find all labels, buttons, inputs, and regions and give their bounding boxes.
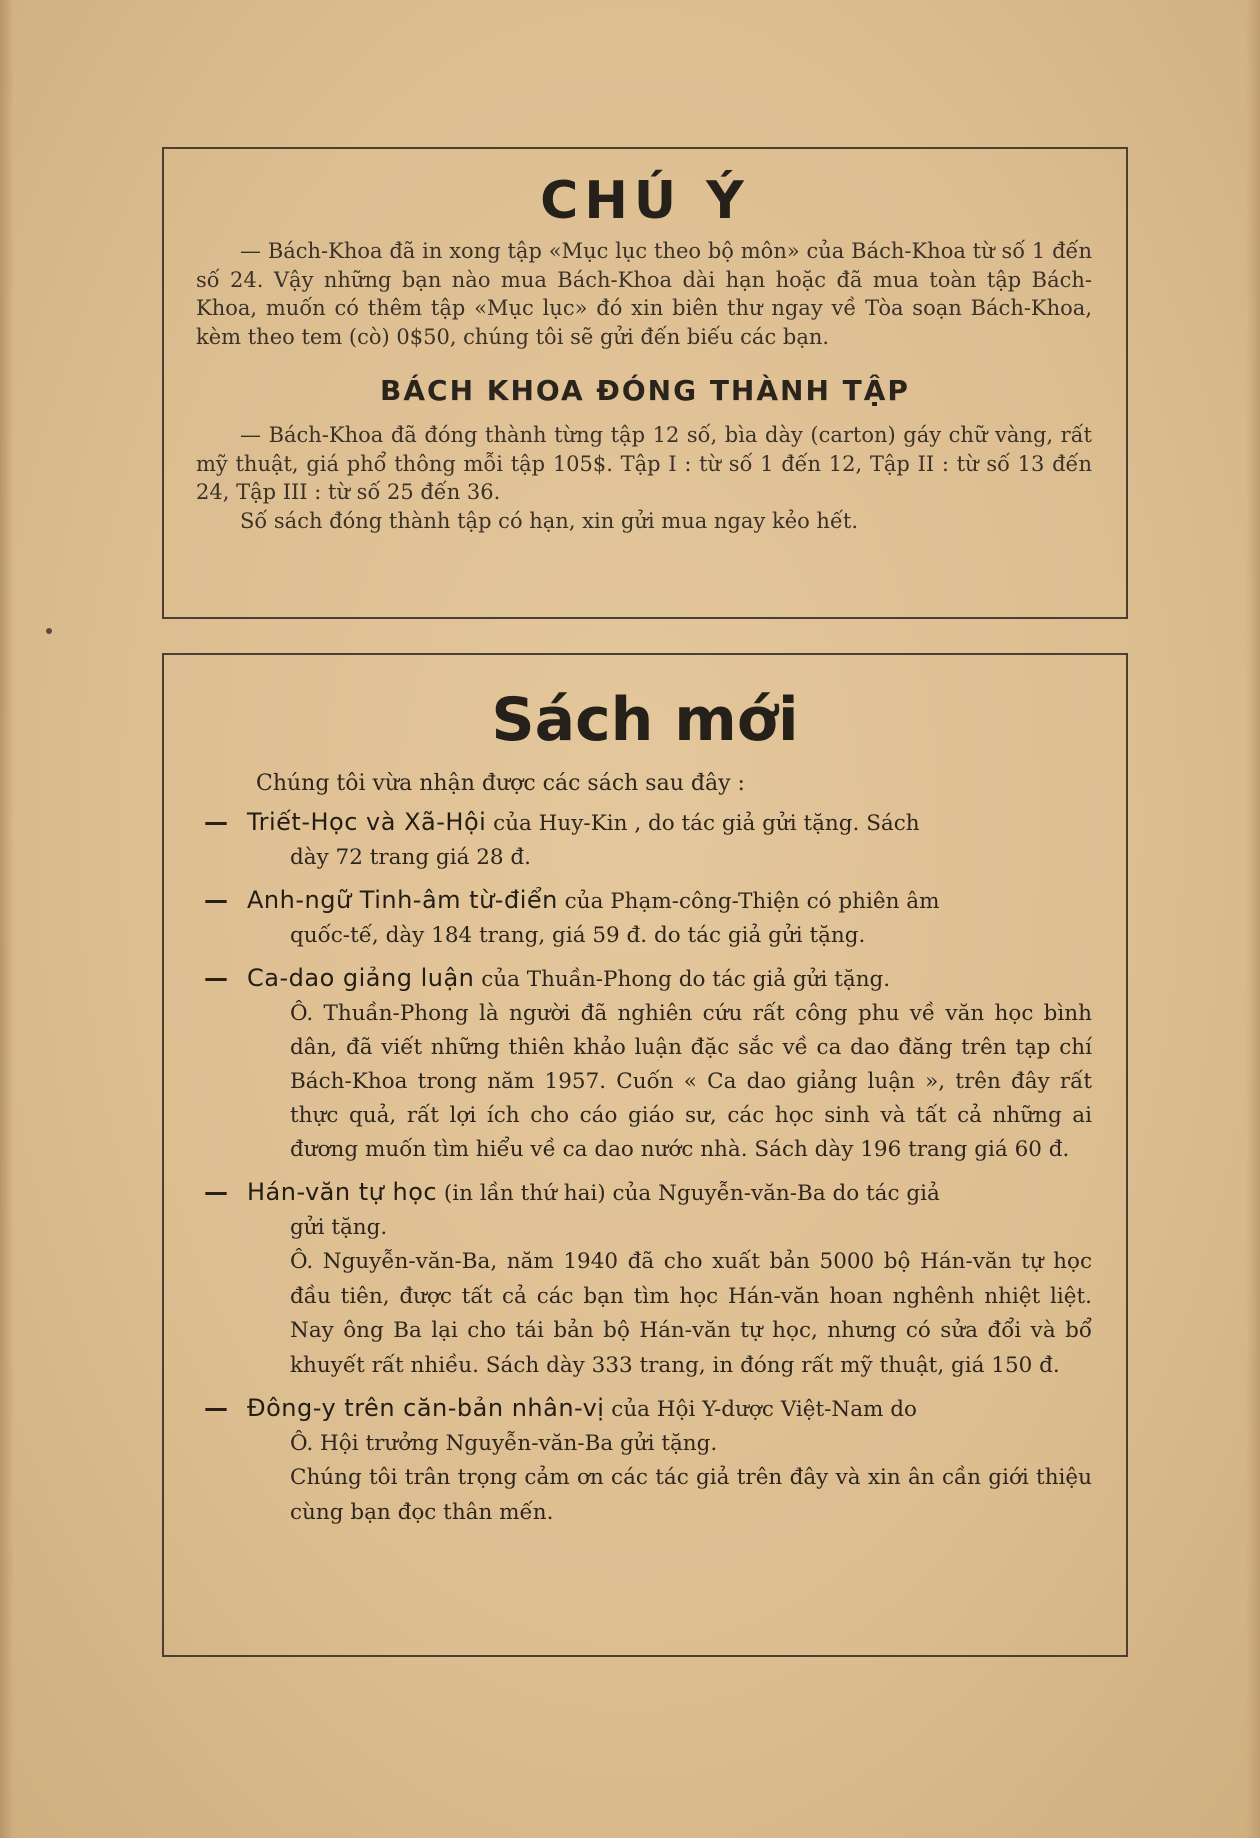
entry-dash: —	[204, 808, 228, 836]
notice-paragraph: — Bách-Khoa đã in xong tập «Mục lục theo bộ môn» của Bách-Khoa từ số 1 đến số 24. Vậy những bạn nào mua Bách-Khoa dài hạn hoặc đã mua toàn tập Bách-Khoa, muốn có thêm tập «Mục lục» đó xin biên thư ngay về Tòa soạn Bách-Khoa, kèm theo tem (cò) 0$50, chúng tôi sẽ gửi đến biếu các bạn.	[196, 239, 1092, 349]
new-books-title: Sách mới	[491, 685, 799, 755]
bound-volumes-paragraph: — Bách-Khoa đã đóng thành từng tập 12 số, bìa dày (carton) gáy chữ vàng, rất mỹ thuật, giá phổ thông mỗi tập 105$. Tập I : từ số 1 đến 12, Tập II : từ số 13 đến 24, Tập III : từ số 25 đến 36.	[196, 423, 1092, 504]
book-entry-continuation: dày 72 trang giá 28 đ.	[290, 845, 532, 870]
book-title: Anh-ngữ Tinh-âm từ-điển	[247, 886, 558, 914]
limited-stock-note: Số sách đóng thành tập có hạn, xin gửi mua ngay kẻo hết.	[240, 508, 858, 533]
book-entry	[204, 1391, 1092, 1530]
book-entry-head	[247, 883, 1092, 919]
notice-box	[162, 147, 1128, 619]
book-title: Triết-Học và Xã-Hội	[247, 808, 487, 836]
speck-mark	[46, 628, 52, 634]
book-entry	[204, 805, 1092, 875]
book-entry-continuation: gửi tặng.	[290, 1215, 388, 1240]
book-entry-head	[247, 805, 1092, 841]
book-entry-continuation: quốc-tế, dày 184 trang, giá 59 đ. do tác giả gửi tặng.	[290, 923, 866, 948]
entry-dash: —	[204, 886, 228, 914]
book-details: của Thuần-Phong do tác giả gửi tặng.	[474, 967, 891, 992]
book-entry	[204, 1175, 1092, 1383]
book-entry-head	[247, 1175, 1092, 1211]
new-books-intro: Chúng tôi vừa nhận được các sách sau đây :	[256, 771, 745, 796]
page-edge-right	[1246, 0, 1260, 1838]
book-title: Đông-y trên căn-bản nhân-vị	[247, 1394, 605, 1422]
book-details: của Hội Y-dược Việt-Nam do	[604, 1397, 917, 1422]
book-entry	[204, 961, 1092, 1167]
book-title: Hán-văn tự học	[247, 1178, 438, 1206]
book-entry-continuation: Ô. Hội trưởng Nguyễn-văn-Ba gửi tặng.	[290, 1431, 718, 1456]
entry-dash: —	[204, 1178, 228, 1206]
book-details: (in lần thứ hai) của Nguyễn-văn-Ba do tác giả	[437, 1181, 940, 1206]
bound-volumes-heading: BÁCH KHOA ĐÓNG THÀNH TẬP	[380, 374, 910, 407]
new-books-box	[162, 653, 1128, 1657]
book-details: của Huy-Kin , do tác giả gửi tặng. Sách	[486, 811, 920, 836]
entry-dash: —	[204, 1394, 228, 1422]
closing-thanks: Chúng tôi trân trọng cảm ơn các tác giả trên đây và xin ân cần giới thiệu cùng bạn đọc thân mến.	[290, 1465, 1092, 1525]
book-entry-head	[247, 961, 1092, 997]
book-details: của Phạm-công-Thiện có phiên âm	[557, 889, 940, 914]
notice-title: CHÚ Ý	[540, 171, 750, 231]
book-entry-description: Ô. Nguyễn-văn-Ba, năm 1940 đã cho xuất bản 5000 bộ Hán-văn tự học đầu tiên, được tất cả các bạn tìm học Hán-văn hoan nghênh nhiệt liệt. Nay ông Ba lại cho tái bản bộ Hán-văn tự học, nhưng có sửa đổi và bổ khuyết rất nhiều. Sách dày 333 trang, in đóng rất mỹ thuật, giá 150 đ.	[290, 1249, 1092, 1378]
entry-dash: —	[204, 964, 228, 992]
book-entry-head	[247, 1391, 1092, 1427]
book-entry-continuation: Ô. Thuần-Phong là người đã nghiên cứu rất công phu về văn học bình dân, đã viết những thiên khảo luận đặc sắc về ca dao đăng trên tạp chí Bách-Khoa trong năm 1957. Cuốn « Ca dao giảng luận », trên đây rất thực quả, rất lợi ích cho cáo giáo sư, các học sinh và tất cả những ai đương muốn tìm hiểu về ca dao nước nhà. Sách dày 196 trang giá 60 đ.	[290, 1001, 1092, 1162]
page-edge-left	[0, 0, 14, 1838]
book-entry	[204, 883, 1092, 953]
book-title: Ca-dao giảng luận	[247, 964, 475, 992]
